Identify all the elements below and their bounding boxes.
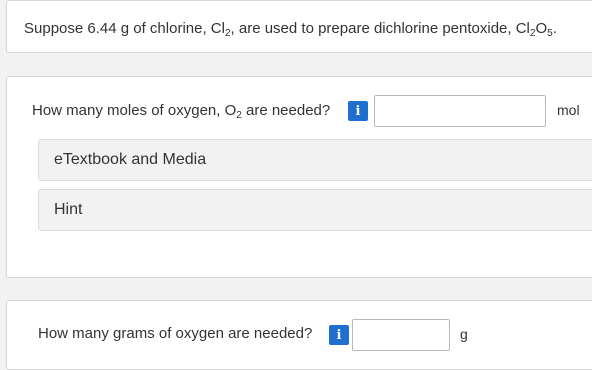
unit-label-mol: mol [557, 102, 580, 118]
problem-statement: Suppose 6.44 g of chlorine, $Cl_2$, are used to prepare dichlorine pentoxide, $Cl_2O_5$. [24, 20, 557, 39]
info-icon[interactable]: i [329, 325, 349, 345]
info-icon[interactable]: i [348, 101, 368, 121]
question-1-card [6, 76, 592, 278]
unit-label-g: g [460, 326, 468, 342]
etextbook-media-label: eTextbook and Media [54, 151, 207, 168]
moles-oxygen-input[interactable] [374, 95, 546, 127]
hint-label: Hint [54, 201, 83, 218]
question-1-text: How many moles of oxygen, $O_2$ are needed? [32, 102, 331, 121]
problem-card [6, 0, 592, 53]
question-2-card [6, 300, 592, 370]
etextbook-media-toggle[interactable] [38, 139, 592, 181]
hint-toggle[interactable] [38, 189, 592, 231]
grams-oxygen-input[interactable] [352, 319, 450, 351]
question-2-text: How many grams of oxygen are needed? [38, 325, 313, 342]
